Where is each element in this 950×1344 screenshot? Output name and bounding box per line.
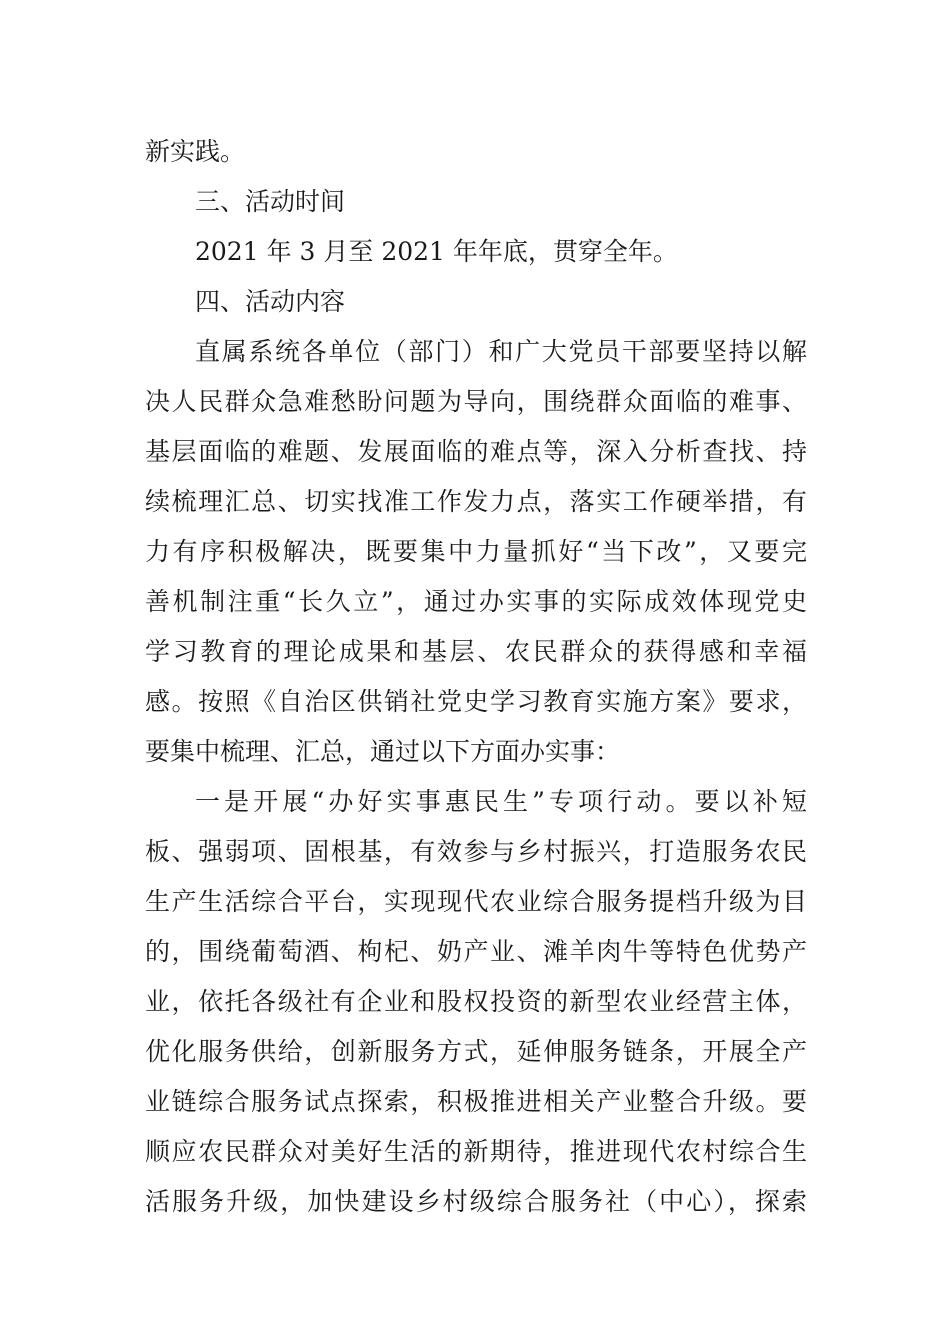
paragraph-line: 力有序积极解决，既要集中力量抓好“当下改”，又要完	[145, 537, 807, 566]
paragraph-line: 学习教育的理论成果和基层、农民群众的获得感和幸福	[145, 637, 807, 666]
paragraph-line: 板、强弱项、固根基，有效参与乡村振兴，打造服务农民	[145, 837, 807, 866]
paragraph-line: 基层面临的难题、发展面临的难点等，深入分析查找、持	[145, 437, 807, 466]
paragraph-line: 活服务升级，加快建设乡村级综合服务社（中心），探索	[145, 1187, 807, 1216]
paragraph-line: 感。按照《自治区供销社党史学习教育实施方案》要求，	[145, 687, 807, 716]
paragraph-line: 决人民群众急难愁盼问题为导向，围绕群众面临的难事、	[145, 387, 807, 416]
paragraph-line: 直属系统各单位（部门）和广大党员干部要坚持以解	[195, 337, 807, 366]
paragraph-line: 顺应农民群众对美好生活的新期待，推进现代农村综合生	[145, 1137, 807, 1166]
paragraph-line-tail: 新实践。	[145, 137, 246, 166]
activity-time-text: 2021 年 3 月至 2021 年年底，贯穿全年。	[195, 237, 678, 266]
paragraph-line: 善机制注重“长久立”，通过办实事的实际成效体现党史	[145, 587, 807, 616]
paragraph-line: 的，围绕葡萄酒、枸杞、奶产业、滩羊肉牛等特色优势产	[145, 937, 807, 966]
paragraph-line: 续梳理汇总、切实找准工作发力点，落实工作硬举措，有	[145, 487, 807, 516]
paragraph-line: 生产生活综合平台，实现现代农业综合服务提档升级为目	[145, 887, 807, 916]
paragraph-line-tail: 要集中梳理、汇总，通过以下方面办实事：	[145, 737, 621, 766]
paragraph-line: 业，依托各级社有企业和股权投资的新型农业经营主体，	[145, 987, 807, 1016]
section-heading-activity-content: 四、活动内容	[195, 287, 346, 316]
paragraph-line: 业链综合服务试点探索，积极推进相关产业整合升级。要	[145, 1087, 807, 1116]
paragraph-line: 优化服务供给，创新服务方式，延伸服务链条，开展全产	[145, 1037, 807, 1066]
paragraph-line: 一是开展“办好实事惠民生”专项行动。要以补短	[195, 787, 807, 816]
section-heading-activity-time: 三、活动时间	[195, 187, 346, 216]
